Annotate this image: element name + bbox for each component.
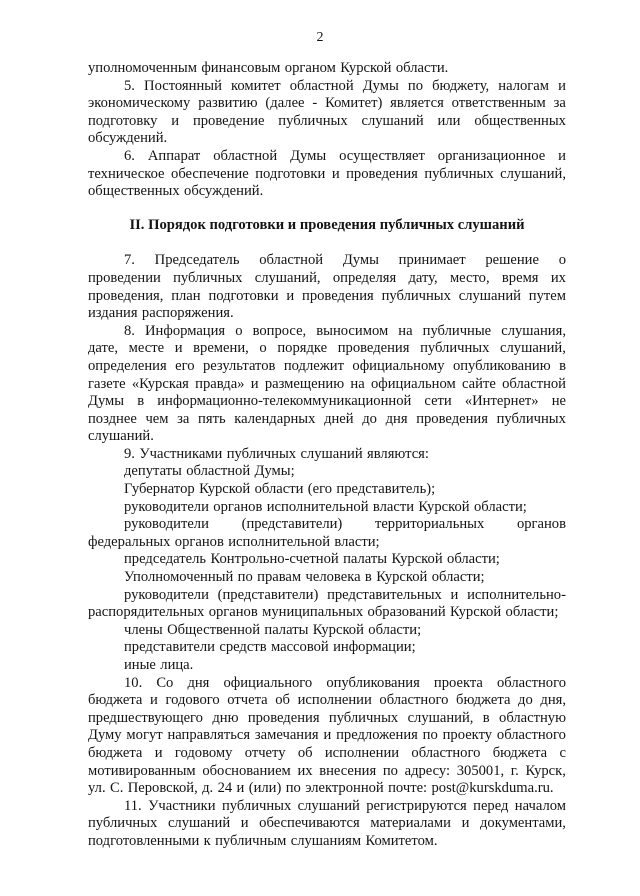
text-line: проведения, план подготовки и проведения публичных слушаний путем	[88, 287, 566, 304]
text-line: Думы в информационно-телекоммуникационной сети «Интернет» не	[88, 393, 566, 410]
text-line: подготовку и проведение публичных слушаний или общественных	[88, 112, 566, 129]
section-heading: II. Порядок подготовки и проведения публичных слушаний	[129, 216, 525, 233]
text-line: руководители органов исполнительной власти Курской области;	[124, 498, 527, 515]
text-line: федеральных органов исполнительной власти;	[88, 533, 380, 550]
text-line: уполномоченным финансовым органом Курской области.	[88, 60, 449, 76]
section-one-tail	[88, 60, 566, 201]
text-line: позднее чем за пять календарных дней до дня проведения публичных	[88, 410, 566, 427]
text-line: Губернатор Курской области (его представитель);	[124, 481, 436, 498]
text-line: предшествующего дню проведения публичных слушаний, в областную	[88, 709, 566, 726]
text-line: подготовленными к публичным слушаниям Комитетом.	[88, 832, 438, 849]
text-line: бюджета и годовому отчету об исполнении областного бюджета с	[88, 744, 566, 761]
text-line: публичных слушаний и обеспечиваются материалами и документами,	[88, 815, 566, 832]
text-line: обсуждений.	[88, 130, 168, 147]
text-line: общественных обсуждений.	[88, 183, 264, 200]
text-line: Уполномоченный по правам человека в Курской области;	[124, 569, 485, 586]
section-two	[88, 252, 566, 850]
text-line: экономическому развитию (далее - Комитет) является ответственным за	[88, 95, 566, 112]
text-line: иные лица.	[124, 657, 194, 673]
text-line: определения его результатов подлежит официальному опубликованию в	[88, 357, 566, 374]
text-line: мотивированным обоснованием их внесения по адресу: 305001, г. Курск,	[88, 762, 566, 779]
text-line: ул. С. Перовской, д. 24 и (или) по электронной почте: post@kurskduma.ru.	[88, 780, 554, 797]
text-line: депутаты областной Думы;	[124, 463, 295, 480]
text-line: издания распоряжения.	[88, 305, 234, 322]
page-number: 2	[316, 30, 324, 45]
text-line: распорядительных органов муниципальных образований Курской области;	[88, 604, 559, 621]
text-line: слушаний.	[88, 428, 154, 445]
text-line: 8. Информация о вопросе, выносимом на публичные слушания,	[124, 322, 566, 339]
text-line: бюджета и годового отчета об исполнении областного бюджета до дня,	[88, 692, 566, 709]
text-line: 6. Аппарат областной Думы осуществляет организационное и	[124, 147, 566, 164]
text-line: 9. Участниками публичных слушаний являются:	[124, 445, 429, 462]
text-line: проведении публичных слушаний, определяя дату, место, время их	[88, 269, 566, 286]
text-line: 5. Постоянный комитет областной Думы по бюджету, налогам и	[124, 77, 566, 94]
text-line: техническое обеспечение подготовки и проведения публичных слушаний,	[88, 165, 566, 182]
text-line: руководители (представители) представительных и исполнительно-	[124, 586, 566, 603]
text-line: руководители (представители) территориальных органов	[124, 516, 566, 533]
text-line: представители средств массовой информации;	[124, 639, 416, 656]
text-line: члены Общественной палаты Курской области;	[124, 621, 422, 638]
text-line: дате, месте и времени, о порядке проведения публичных слушаний,	[88, 340, 566, 357]
text-line: газете «Курская правда» и размещению на официальном сайте областной	[88, 375, 566, 392]
text-line: 7. Председатель областной Думы принимает решение о	[124, 252, 566, 269]
text-line: председатель Контрольно-счетной палаты Курской области;	[124, 551, 500, 568]
text-line: 10. Со дня официального опубликования проекта областного	[124, 674, 566, 691]
text-line: 11. Участники публичных слушаний регистрируются перед началом	[124, 797, 566, 814]
document-body	[88, 60, 566, 851]
text-line: Думу могут направляться замечания и предложения по проекту областного	[88, 727, 566, 744]
